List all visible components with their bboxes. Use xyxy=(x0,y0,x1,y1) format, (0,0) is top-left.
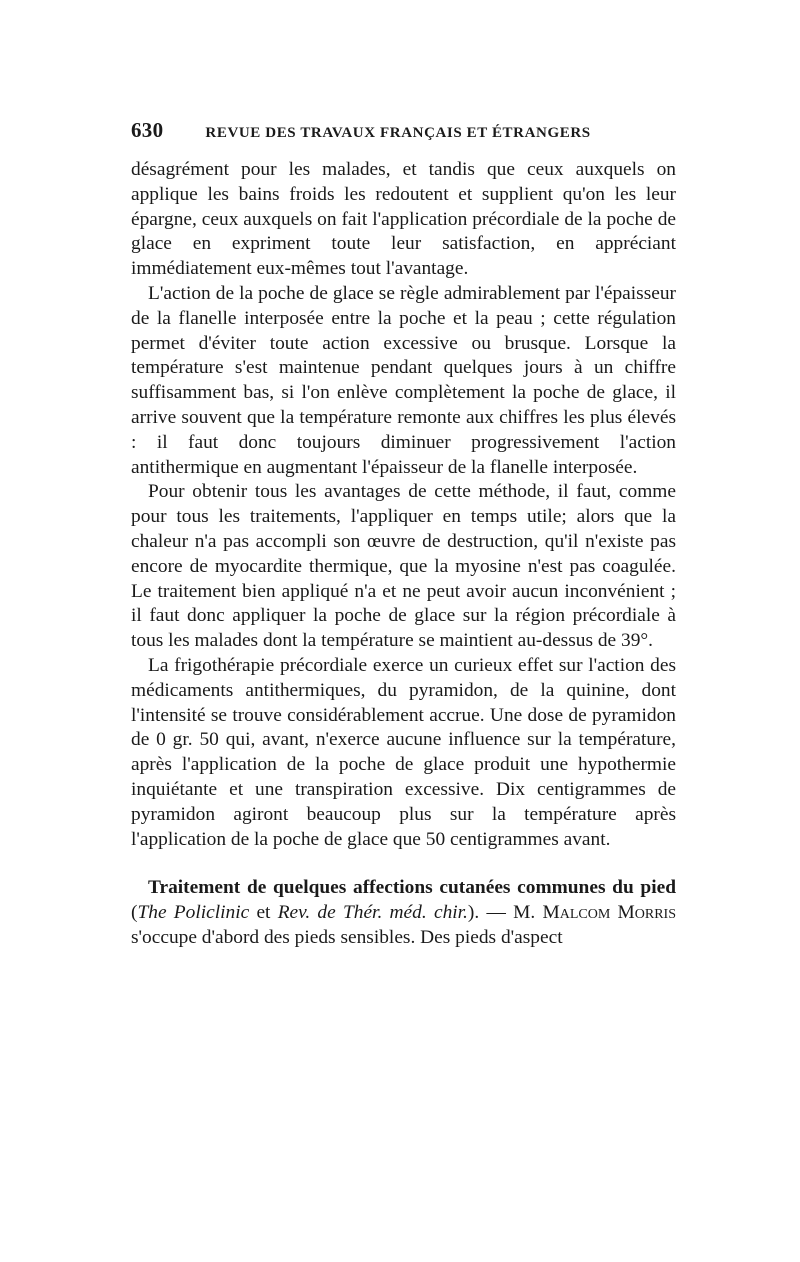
body-text xyxy=(131,158,676,951)
open-paren: ( xyxy=(131,902,138,924)
conjunction: et xyxy=(249,902,278,924)
running-title: REVUE DES TRAVAUX FRANÇAIS ET ÉTRANGERS xyxy=(205,125,591,141)
journal-title-2: Rev. de Thér. méd. chir. xyxy=(277,902,468,924)
paragraph-2: L'action de la poche de glace se règle admirablement par l'épaisseur de la flanelle interposée entre la poche et la peau ; cette régulation permet d'éviter toute action excessive ou brusque. Lorsque la température s'est maintenue pendant quelques jours à un chiffre suffisamment bas, si l'on enlève complètement la poche de glace, il arrive souvent que la température remonte aux chiffres les plus élevés : il faut donc toujours diminuer progressivement l'action antithermique en augmentant l'épaisseur de la flanelle interposée. xyxy=(131,282,676,478)
paragraph-3: Pour obtenir tous les avantages de cette méthode, il faut, comme pour tous les traitements, l'appliquer en temps utile; alors que la chaleur n'a pas accompli son œuvre de destruction, qu'il n'existe pas encore de myocardite thermique, que la myosine n'est pas coagulée. Le traitement bien appliqué n'a et ne peut avoir aucun inconvénient ; il faut donc appliquer la poche de glace sur la région précordiale à tous les malades dont la température se maintient au-dessus de 39°. xyxy=(131,481,676,652)
section-text: s'occupe d'abord des pieds sensibles. Des pieds d'aspect xyxy=(131,926,563,948)
section-paragraph xyxy=(131,876,676,950)
close-paren: ). xyxy=(467,902,480,924)
author-name: Malcom Morris xyxy=(542,902,676,924)
journal-title-1: The Policlinic xyxy=(137,902,250,924)
dash-prefix: — M. xyxy=(479,902,543,924)
running-header xyxy=(131,118,676,143)
page-number: 630 xyxy=(131,118,164,142)
section-title: Traitement de quelques affections cutanées communes du pied xyxy=(148,877,676,899)
paragraph-1: désagrément pour les malades, et tandis que ceux auxquels on applique les bains froids les redoutent et supplient qu'on les leur épargne, ceux auxquels on fait l'application précordiale de la poche de glace en expriment toute leur satisfaction, en appréciant immédiatement eux-mêmes tout l'avantage. xyxy=(131,159,676,280)
paragraph-4: La frigothérapie précordiale exerce un curieux effet sur l'action des médicaments antithermiques, du pyramidon, de la quinine, dont l'intensité se trouve considérablement accrue. Une dose de pyramidon de 0 gr. 50 qui, avant, n'exerce aucune influence sur la température, après l'application de la poche de glace produit une hypothermie inquiétante et une transpiration excessive. Dix centigrammes de pyramidon agiront beaucoup plus sur la température après l'application de la poche de glace que 50 centigrammes avant. xyxy=(131,654,676,850)
